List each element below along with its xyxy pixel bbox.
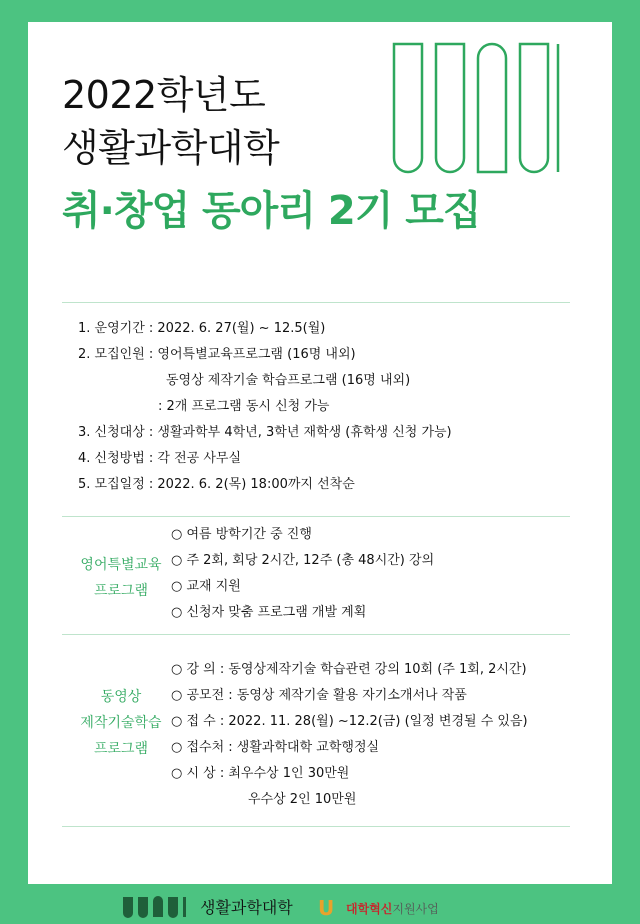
- divider-top: [62, 302, 570, 303]
- info-schedule: 5. 모집일정 : 2022. 6. 2(목) 18:00까지 선착순: [78, 477, 355, 492]
- page-subtitle: 취·창업 동아리 2기 모집: [62, 188, 481, 234]
- video-bullet-award: ○ 시 상 : 최우수상 1인 30만원: [171, 766, 350, 781]
- footer-brand-mark: U: [318, 896, 335, 920]
- footer-brand-red: 대학혁신: [346, 902, 393, 916]
- divider-middle-2: [62, 634, 570, 635]
- video-bullet-office: ○ 접수처 : 생활과학대학 교학행정실: [171, 740, 380, 755]
- video-program-label: 동영상 제작기술학습 프로그램: [80, 689, 162, 757]
- info-target: 3. 신청대상 : 생활과학부 4학년, 3학년 재학생 (휴학생 신청 가능): [78, 425, 452, 440]
- video-bullet-award-2: 우수상 2인 10만원: [248, 792, 357, 807]
- page-title-college: 생활과학대학: [62, 126, 280, 170]
- poster-card: [28, 22, 612, 884]
- english-bullet-1: ○ 여름 방학기간 중 진행: [171, 527, 312, 542]
- english-bullet-2: ○ 주 2회, 회당 2시간, 12주 (총 48시간) 강의: [171, 553, 435, 568]
- page-title-year: 2022학년도: [62, 73, 266, 117]
- footer-college-name: 생활과학대학: [200, 898, 293, 917]
- english-program-label: 영어특별교육 프로그램: [80, 557, 162, 599]
- info-period: 1. 운영기간 : 2022. 6. 27(월) ~ 12.5(월): [78, 321, 326, 336]
- video-bullet-submission: ○ 접 수 : 2022. 11. 28(월) ~12.2(금) (일정 변경될 수 있음): [171, 714, 528, 729]
- info-recruit-video: 동영상 제작기술 학습프로그램 (16명 내외): [166, 373, 411, 388]
- info-recruit-note: : 2개 프로그램 동시 신청 가능: [158, 399, 330, 414]
- footer: [0, 892, 640, 924]
- info-recruit-count: 2. 모집인원 : 영어특별교육프로그램 (16명 내외): [78, 347, 356, 362]
- footer-brand: [346, 900, 439, 917]
- english-bullet-3: ○ 교재 지원: [171, 579, 241, 594]
- english-bullet-4: ○ 신청자 맞춤 프로그램 개발 계획: [171, 605, 367, 620]
- video-bullet-lecture: ○ 강 의 : 동영상제작기술 학습관련 강의 10회 (주 1회, 2시간): [171, 662, 527, 677]
- arch-logo-icon: [390, 40, 570, 180]
- college-logo-icon: [122, 896, 196, 918]
- divider-middle-1: [62, 516, 570, 517]
- info-method: 4. 신청방법 : 각 전공 사무실: [78, 451, 242, 466]
- divider-bottom: [62, 826, 570, 827]
- footer-brand-gray: 지원사업: [392, 902, 439, 916]
- video-bullet-contest: ○ 공모전 : 동영상 제작기술 활용 자기소개서나 작품: [171, 688, 467, 703]
